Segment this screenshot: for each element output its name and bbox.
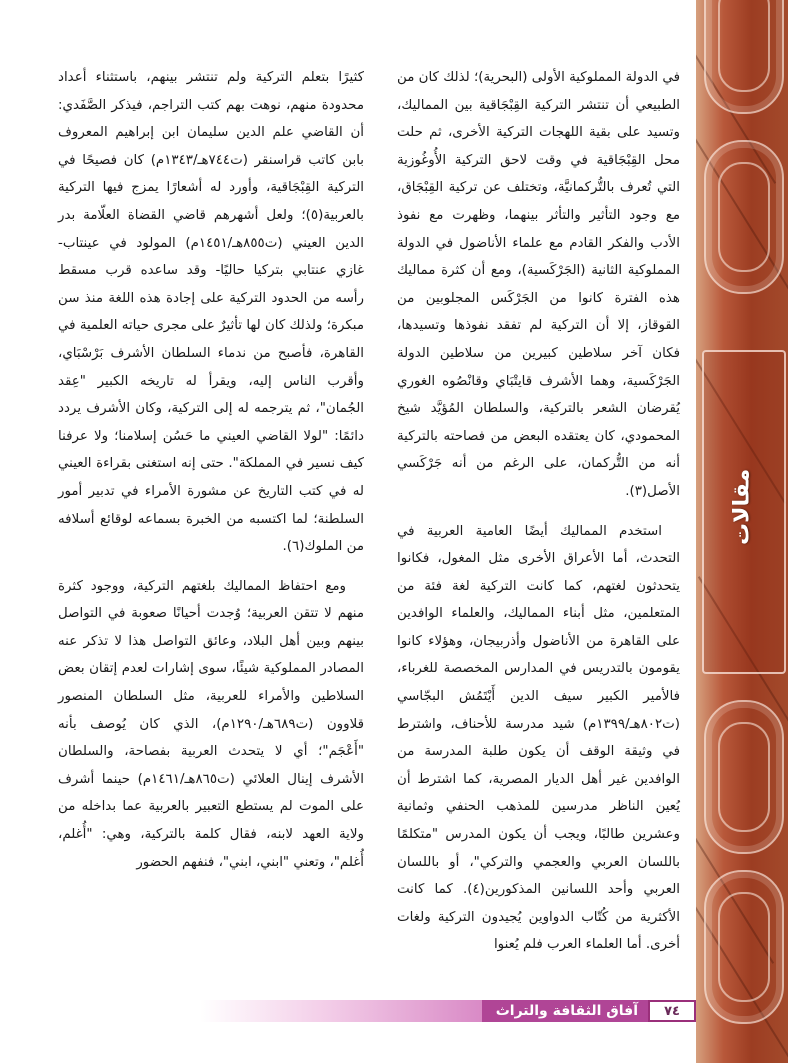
decorative-side-band	[696, 0, 788, 1063]
arabesque-ornament-icon	[704, 870, 784, 1024]
article-paragraph: ومع احتفاظ المماليك بلغتهم التركية، ووجود كثرة منهم لا تتقن العربية؛ وُجدت أحيانًا صعوبة في التواصل بينهم وبين أهل البلاد، وعائق التواصل هذا لا تذكر عنه المصادر المملوكية شيئًا، سوى إشارات لعدم إتقان بعض السلاطين والأمراء للعربية، مثل السلطان المنصور قلاوون (ت٦٨٩هـ/١٢٩٠م)، الذي كان يُوصف بأنه "أَعْجَم"؛ أي لا يتحدث العربية بفصاحة، والسلطان الأشرف إينال العلائي (ت٨٦٥هـ/١٤٦١م) حينما أشرف على الموت لم يستطع التعبير بالعربية عما بداخله من ولاية العهد لابنه، فقال كلمة بالتركية، وهي: "أُغلم، أُغلم"، وتعني "ابني، ابني"، فنفهم الحضور	[58, 578, 364, 870]
article-paragraph: في الدولة المملوكية الأولى (البحرية)؛ لذلك كان من الطبيعي أن تنتشر التركية القِبْجَاقية بين المماليك، وتسيد على بقية اللهجات التركية الأخرى، ثم حلت محل القِبْجَاقية في وقت لاحق التركية الأُوغُوزية التي تُعرف بالتُّركمانيَّة، وتختلف عن تركية القِبْجَاق، مع وجود التأثير والتأثر بينهما، وظهرت مع نفوذ الأدب والفكر القادم مع علماء الأناضول في الدولة المملوكية الثانية (الجَرْكَسية)، ومع أن كثرة مماليك هذه الفترة كانوا من الجَرْكَس المجلوبين من القوقاز، إلا أن التركية لم تفقد نفوذها وتسيدها، فكان آخر سلاطين كبيرين من سلاطين الدولة الجَرْكَسية، وهما الأشرف قايتْبَاي وقانْصُوه الغوري يُقرضان الشعر بالتركية، والسلطان المُؤيَّد شيخ المحمودي، كان يعتقده البعض من فصاحته بالتركية أنه من التُّركمان، على الرغم من أنه جَرْكَسي الأصل(٣).	[397, 70, 680, 499]
arabesque-ornament-icon	[704, 0, 784, 114]
arabesque-ornament-icon	[704, 140, 784, 294]
page-number: ٧٤	[648, 1000, 696, 1022]
arabesque-ornament-icon	[704, 700, 784, 854]
page-footer	[200, 1000, 696, 1022]
footer-gradient-bar	[200, 1000, 482, 1022]
article-paragraph: استخدم المماليك أيضًا العامية العربية في التحدث، أما الأعراق الأخرى مثل المغول، فكانوا يتحدثون لغتهم، كما كانت التركية لغة فئة من المتعلمين، مثل أبناء المماليك، والعلماء الوافدين على القاهرة من الأناضول وأذربيجان، وهؤلاء كانوا يقومون بالتدريس في المدارس المخصصة للغرباء، فالأمير الكبير سيف الدين أَيْتَمُش البجّاسي (ت٨٠٢هـ/١٣٩٩م) شيد مدرسة للأحناف، واشترط في وثيقة الوقف أن يكون طلبة المدرسة من الوافدين غير أهل الديار المصرية، كما اشترط أن يُعين الناظر مدرسين للمذهب الحنفي وثمانية وعشرين طالبًا، ويجب أن يكون المدرس "متكلمًا باللسان العربي والعجمي والتركي"، أو باللسان العربي وأحد اللسانين المذكورين(٤). كما كانت الأكثرية من كُتّاب الدواوين يُجيدون التركية ولغات أخرى. أما العلماء العرب فلم يُعنوا	[397, 523, 680, 953]
article-paragraph: كثيرًا بتعلم التركية ولم تنتشر بينهم، باستثناء أعداد محدودة منهم، نوهت بهم كتب التراجم، فيذكر الصَّفَدي: أن القاضي علم الدين سليمان ابن إبراهيم المعروف بابن كاتب قراسنقر (ت٧٤٤هـ/١٣٤٣م) كان فصيحًا في التركية القِبْجَاقية، وأورد له أشعارًا يمزج فيها التركية بالعربية(٥)؛ ولعل أشهرهم قاضي القضاة العلّامة بدر الدين العيني (ت٨٥٥هـ/١٤٥١م) المولود في عينتاب- غازي عنتابي بتركيا حاليًا- وقد ساعده قرب مسقط رأسه من الحدود التركية على إجادة هذه اللغة منذ سن مبكرة؛ ولذلك كان لها تأثيرٌ على مجرى حياته العلمية في القاهرة، فأصبح من ندماء السلطان الأشرف بَرْسْبَاي، وأقرب الناس إليه، ويقرأ له تاريخه الكبير "عِقد الجُمان"، ثم يترجمه له إلى التركية، وكان الأشرف يردد دائمًا: "لولا القاضي العيني ما حَسُن إسلامنا؛ ولا عرفنا كيف نسير في المملكة". حتى إنه استغنى بقراءة العيني له في كتب التاريخ عن مشورة الأمراء في تدبير أمور السلطنة؛ لما اكتسبه من الخبرة بسماعه لوقائع أسلافه من الملوك(٦).	[58, 70, 364, 555]
article-column-left	[58, 64, 364, 888]
section-label: مقالات	[729, 468, 755, 546]
magazine-title: آفاق الثقافة والتراث	[482, 1000, 648, 1022]
article-column-right	[397, 64, 680, 971]
